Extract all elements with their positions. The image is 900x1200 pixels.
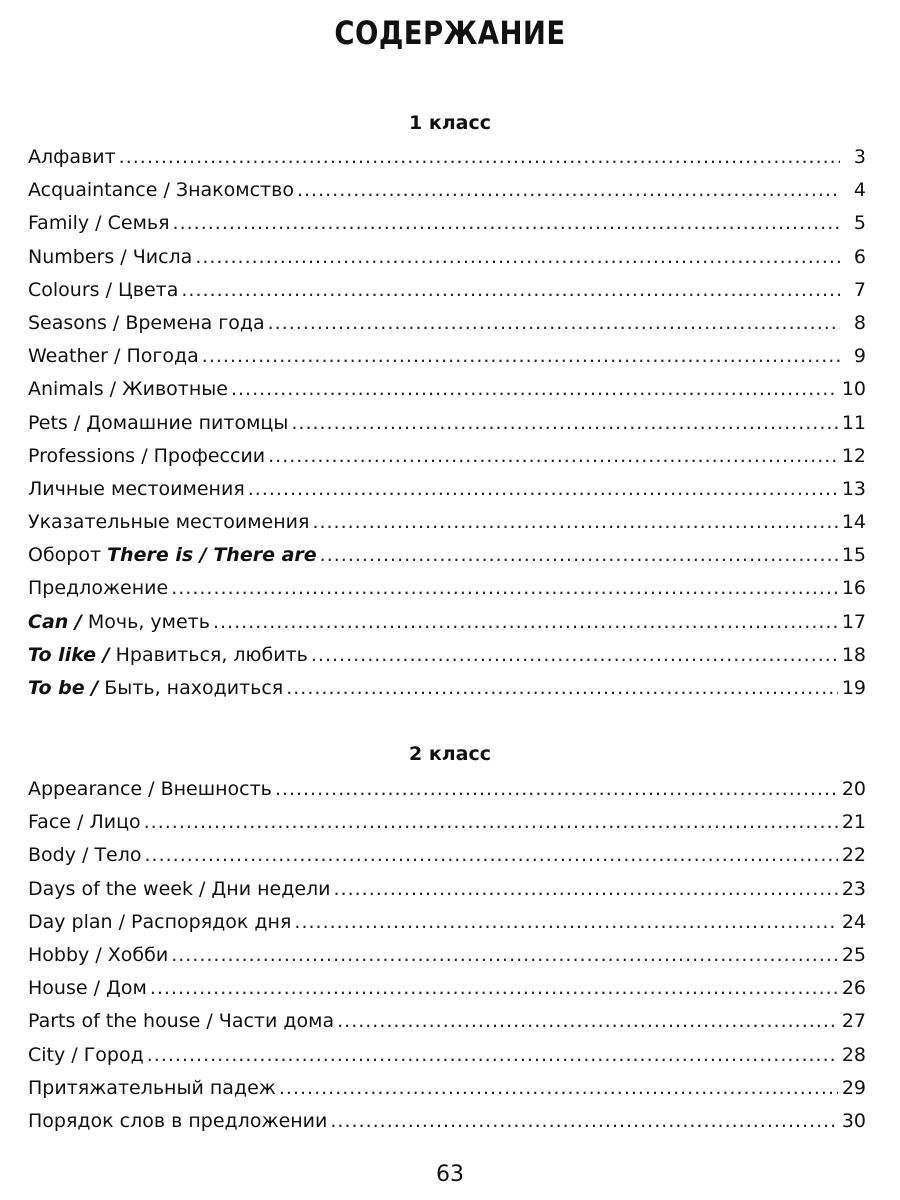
toc-entry-title: Colours / Цвета	[28, 278, 179, 301]
toc-entry-page: 5	[853, 212, 866, 235]
toc-entry-page: 20	[841, 778, 866, 800]
toc-list-grade-1	[28, 141, 866, 705]
toc-entry-page: 27	[841, 1010, 866, 1033]
toc-entry-page: 29	[841, 1076, 866, 1099]
toc-entry	[28, 873, 866, 906]
toc-entry-title-suffix: Быть, находиться	[98, 677, 284, 699]
toc-entry-title: Days of the week / Дни недели	[28, 877, 331, 900]
toc-entry-title: House / Дом	[28, 977, 147, 1000]
toc-entry-title: Pets / Домашние питомцы	[28, 411, 289, 434]
toc-entry	[28, 1005, 866, 1038]
dot-leader	[268, 307, 840, 340]
dot-leader	[312, 506, 837, 539]
dot-leader	[171, 572, 838, 605]
toc-entry-title-suffix: Мочь, уметь	[81, 610, 210, 633]
toc-entry-page: 15	[841, 544, 866, 567]
toc-entry-title: Family / Семья	[28, 212, 170, 235]
toc-entry-page: 3	[853, 146, 866, 168]
toc-entry-title	[28, 639, 308, 672]
toc-entry-title: Face / Лицо	[28, 811, 141, 834]
toc-entry-page: 9	[853, 345, 866, 368]
dot-leader	[279, 1072, 838, 1105]
dot-leader	[173, 207, 840, 240]
toc-entry-page: 24	[841, 910, 866, 933]
toc-entry-title: Hobby / Хобби	[28, 943, 169, 966]
toc-entry	[28, 1072, 866, 1105]
toc-entry-page: 21	[841, 811, 866, 834]
toc-entry-page: 25	[841, 943, 866, 966]
dot-leader	[320, 539, 838, 572]
dot-leader	[195, 241, 840, 274]
toc-entry-title: Professions / Профессии	[28, 444, 266, 467]
toc-entry	[28, 906, 866, 939]
toc-entry-page: 4	[853, 179, 866, 202]
toc-entry-title-emphasis: Can /	[28, 610, 82, 633]
toc-entry-page: 7	[853, 278, 866, 301]
dot-leader	[330, 1105, 837, 1138]
section-heading-grade-2: 2 класс	[409, 743, 491, 765]
toc-entry-title: Притяжательный падеж	[28, 1076, 276, 1099]
toc-entry-page: 17	[841, 610, 866, 633]
dot-leader	[268, 440, 838, 473]
toc-entry-page: 19	[841, 677, 866, 699]
toc-entry-page: 11	[841, 411, 866, 434]
dot-leader	[213, 606, 838, 639]
dot-leader	[337, 1005, 838, 1038]
toc-entry-title-emphasis: To be /	[28, 677, 99, 699]
dot-leader	[297, 174, 840, 207]
toc-entry-title: City / Город	[28, 1043, 144, 1066]
toc-entry-title: Body / Тело	[28, 844, 142, 867]
toc-entry-page: 12	[841, 444, 866, 467]
toc-entry	[28, 241, 866, 274]
toc-entry-title	[28, 539, 317, 572]
toc-entry	[28, 1105, 866, 1138]
dot-leader	[145, 839, 838, 872]
toc-entry	[28, 174, 866, 207]
toc-entry	[28, 407, 866, 440]
toc-entry-page: 18	[841, 643, 866, 666]
toc-entry	[28, 340, 866, 373]
toc-entry-title: Animals / Животные	[28, 378, 228, 401]
dot-leader	[181, 274, 840, 307]
toc-entry	[28, 307, 866, 340]
toc-entry-page: 16	[841, 577, 866, 600]
toc-entry-title-prefix: Оборот	[28, 544, 108, 567]
toc-entry	[28, 506, 866, 539]
toc-entry	[28, 839, 866, 872]
toc-entry-page: 28	[841, 1043, 866, 1066]
toc-entry-page: 22	[841, 844, 866, 867]
dot-leader	[334, 873, 838, 906]
toc-entry-page: 30	[841, 1109, 866, 1132]
dot-leader	[171, 939, 838, 972]
toc-entry-title: Appearance / Внешность	[28, 778, 272, 800]
toc-entry-title: Parts of the house / Части дома	[28, 1010, 335, 1033]
toc-entry-page: 6	[853, 245, 866, 268]
toc-entry-title: Предложение	[28, 577, 169, 600]
toc-entry-page: 8	[853, 311, 866, 334]
toc-entry	[28, 806, 866, 839]
toc-entry-title: Numbers / Числа	[28, 245, 193, 268]
toc-entry	[28, 972, 866, 1005]
page-title: СОДЕРЖАНИЕ	[334, 14, 566, 52]
toc-entry-title: Day plan / Распорядок дня	[28, 910, 292, 933]
toc-entry-page: 14	[841, 511, 866, 534]
toc-entry	[28, 207, 866, 240]
toc-entry-page: 13	[841, 477, 866, 500]
toc-entry	[28, 939, 866, 972]
dot-leader	[231, 373, 838, 406]
toc-entry	[28, 1039, 866, 1072]
toc-entry-title-suffix: Нравиться, любить	[109, 643, 308, 666]
toc-entry	[28, 141, 866, 174]
toc-entry-title: Weather / Погода	[28, 345, 199, 368]
toc-entry	[28, 274, 866, 307]
toc-entry-title: Алфавит	[28, 146, 116, 168]
dot-leader	[202, 340, 840, 373]
toc-entry-page: 23	[841, 877, 866, 900]
dot-leader	[275, 773, 838, 806]
toc-entry-title: Личные местоимения	[28, 477, 245, 500]
toc-entry-page: 26	[841, 977, 866, 1000]
toc-entry	[28, 606, 866, 639]
section-heading-grade-1: 1 класс	[409, 112, 491, 134]
toc-entry-title: Acquaintance / Знакомство	[28, 179, 294, 202]
page-number: 63	[436, 1162, 464, 1187]
dot-leader	[147, 1039, 838, 1072]
toc-entry-title	[28, 606, 210, 639]
toc-entry-page: 10	[841, 378, 866, 401]
dot-leader	[311, 639, 838, 672]
toc-entry-title	[28, 672, 283, 705]
toc-entry	[28, 672, 866, 705]
toc-entry-title-emphasis: There is / There are	[107, 544, 317, 567]
toc-entry	[28, 639, 866, 672]
toc-entry	[28, 473, 866, 506]
toc-list-grade-2	[28, 773, 866, 1138]
dot-leader	[291, 407, 837, 440]
toc-entry-title-emphasis: To like /	[28, 643, 110, 666]
toc-entry	[28, 440, 866, 473]
dot-leader	[150, 972, 838, 1005]
toc-entry	[28, 373, 866, 406]
dot-leader	[294, 906, 837, 939]
toc-entry-title: Seasons / Времена года	[28, 311, 265, 334]
toc-entry	[28, 572, 866, 605]
toc-entry-title: Указательные местоимения	[28, 511, 310, 534]
dot-leader	[286, 672, 838, 705]
toc-entry-title: Порядок слов в предложении	[28, 1109, 328, 1132]
dot-leader	[119, 141, 840, 174]
dot-leader	[248, 473, 838, 506]
toc-entry	[28, 539, 866, 572]
toc-entry	[28, 773, 866, 806]
dot-leader	[144, 806, 838, 839]
